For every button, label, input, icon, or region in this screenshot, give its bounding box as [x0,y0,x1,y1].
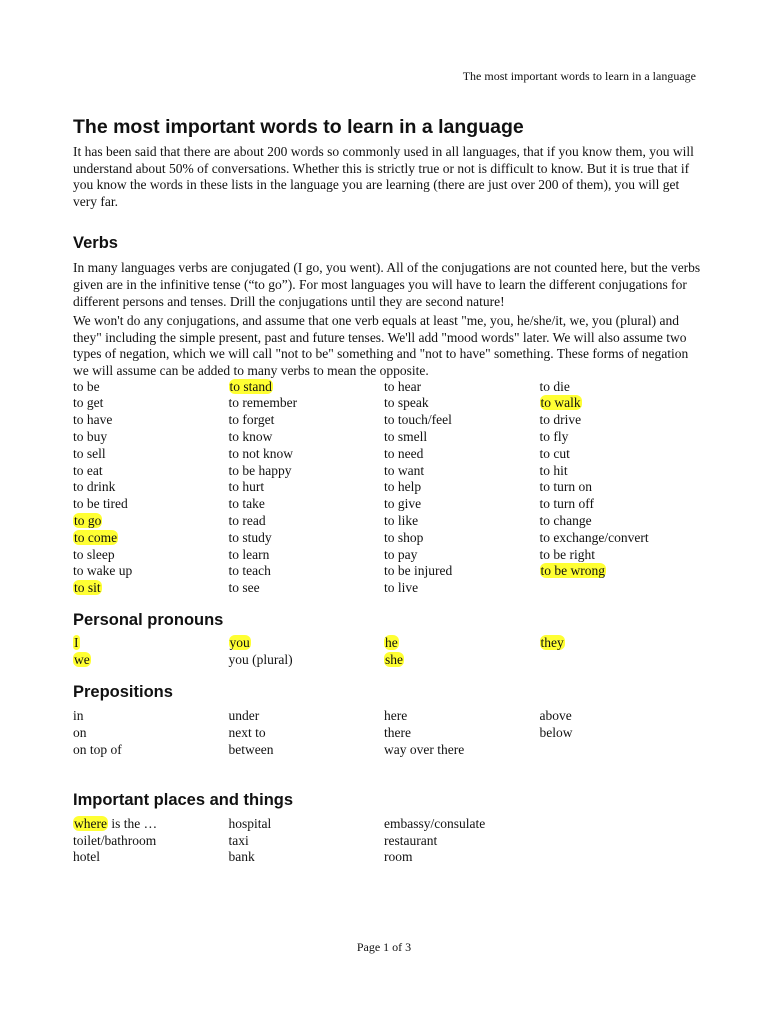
highlight-mark: to walk [540,395,581,411]
word-cell [540,395,696,412]
word-cell: to not know [228,445,294,461]
word-cell: to have [73,412,113,428]
highlight-mark: to be wrong [540,563,605,579]
highlight-mark: he [385,634,398,650]
places-heading: Important places and things [73,790,294,809]
word-cell: way over there [384,742,465,758]
word-cell [73,580,229,597]
word-cell: on [73,725,87,741]
places-table [73,816,701,866]
word-cell: you (plural) [228,651,293,667]
word-cell: to change [539,512,592,528]
word-cell [73,635,229,652]
word-cell: to be injured [384,563,453,579]
word-cell: to hear [384,378,422,394]
word-cell [540,742,696,759]
page-number: Page 1 of 3 [356,940,412,954]
word-cell: to cut [539,445,570,461]
prepositions-heading: Prepositions [73,683,173,702]
highlight-mark: to stand [229,378,272,394]
word-cell: there [384,725,411,741]
intro-paragraph: It has been said that there are about 200 words so commonly used in all languages, that if you know them, you will understand about 50% of conversations. Whether this is strictly true or not is difficult to know. But it is true that if you know the words in these lists in the language you are learning (there are just over 200 of them), you will get very far. [73,144,694,209]
word-cell [540,849,696,866]
word-cell: to hit [539,462,568,478]
word-cell: to be right [539,546,595,562]
word-cell: to get [73,395,104,411]
word-cell: to be [73,378,100,394]
word-cell [540,563,696,580]
word-cell: to know [228,428,273,444]
word-cell: to speak [384,395,429,411]
word-cell: to shop [384,529,424,545]
highlight-mark: to come [74,529,118,545]
word-cell: to touch/feel [384,412,452,428]
highlight-mark: where [74,815,107,831]
verbs-heading: Verbs [73,234,118,253]
word-cell: to take [228,496,265,512]
word-cell: to sleep [73,546,115,562]
word-cell: to wake up [73,563,133,579]
word-cell: restaurant [384,832,438,848]
word-cell: to read [228,512,266,528]
word-cell: to drive [539,412,582,428]
word-cell: to eat [73,462,103,478]
word-cell: to study [228,529,272,545]
word-cell: in [73,708,84,724]
word-cell: embassy/consulate [384,815,486,831]
word-cell: bank [228,849,255,865]
highlight-mark: to go [74,512,102,528]
word-cell: to need [384,445,424,461]
word-cell: room [384,849,413,865]
word-cell: to fly [539,428,569,444]
word-cell: to learn [228,546,270,562]
word-cell: hospital [228,815,272,831]
word-cell: toilet/bathroom [73,832,157,848]
page-title: The most important words to learn in a language [73,116,524,138]
word-cell: to be happy [228,462,292,478]
word-cell: to turn on [539,479,592,495]
prepositions-table [73,708,701,758]
highlight-mark: I [74,634,79,650]
word-cell [540,652,696,669]
word-cell: taxi [228,832,249,848]
highlight-mark: they [540,634,564,650]
word-cell: next to [228,725,266,741]
word-cell [540,816,696,833]
verbs-paragraph-1: In many languages verbs are conjugated (I go, you went). All of the conjugations are not counted here, but the verbs given are in the infinitive tense (“to go”). For most languages you will have to learn the different conjugations for different persons and tenses. Drill the conjugations until they are second nature! [73,260,701,309]
word-cell [229,635,385,652]
word-cell: to buy [73,428,108,444]
word-cell [384,652,540,669]
word-cell: to live [384,580,419,596]
word-cell: on top of [73,742,122,758]
word-cell: to sell [73,445,106,461]
running-header: The most important words to learn in a language [462,69,696,83]
word-cell: between [228,742,274,758]
word-cell: under [228,708,260,724]
word-cell: to like [384,512,419,528]
word-cell: to be tired [73,496,128,512]
word-cell: above [539,708,572,724]
word-cell: hotel [73,849,100,865]
word-cell: to teach [228,563,271,579]
word-cell: to turn off [539,496,594,512]
word-cell: where is the … [74,815,158,831]
word-cell: to die [539,378,570,394]
pronouns-table [73,635,701,669]
highlight-mark: she [385,651,403,667]
verbs-paragraph-2: We won't do any conjugations, and assume that one verb equals at least "me, you, he/she/it, we, you (plural) and they" including the simple present, past and future tenses. We'll add "mood words" later. We will also assume two types of negation, which we will call "not to be" something and "not to have" something. These forms of negation we will assume can be added to many verbs to mean the opposite. [73,313,689,378]
word-cell [540,580,696,597]
word-cell: to exchange/convert [539,529,649,545]
word-cell [384,635,540,652]
pronouns-heading: Personal pronouns [73,610,224,629]
highlight-mark: you [229,634,250,650]
word-cell: here [384,708,408,724]
page-content [73,116,701,866]
word-cell: to help [384,479,422,495]
word-cell: below [539,725,573,741]
word-cell: to see [228,580,260,596]
word-cell [540,635,696,652]
word-cell: to remember [228,395,298,411]
word-cell [73,530,229,547]
word-cell [540,833,696,850]
word-cell [229,379,385,396]
word-cell: to want [384,462,425,478]
word-cell: to pay [384,546,418,562]
highlight-mark: we [74,651,90,667]
word-cell: to give [384,496,422,512]
word-cell: to smell [384,428,428,444]
highlight-mark: to sit [74,580,101,596]
word-cell [73,652,229,669]
word-cell: to hurt [228,479,265,495]
word-cell: to forget [228,412,275,428]
word-cell: to drink [73,479,116,495]
word-cell [73,513,229,530]
verbs-table [73,379,701,597]
